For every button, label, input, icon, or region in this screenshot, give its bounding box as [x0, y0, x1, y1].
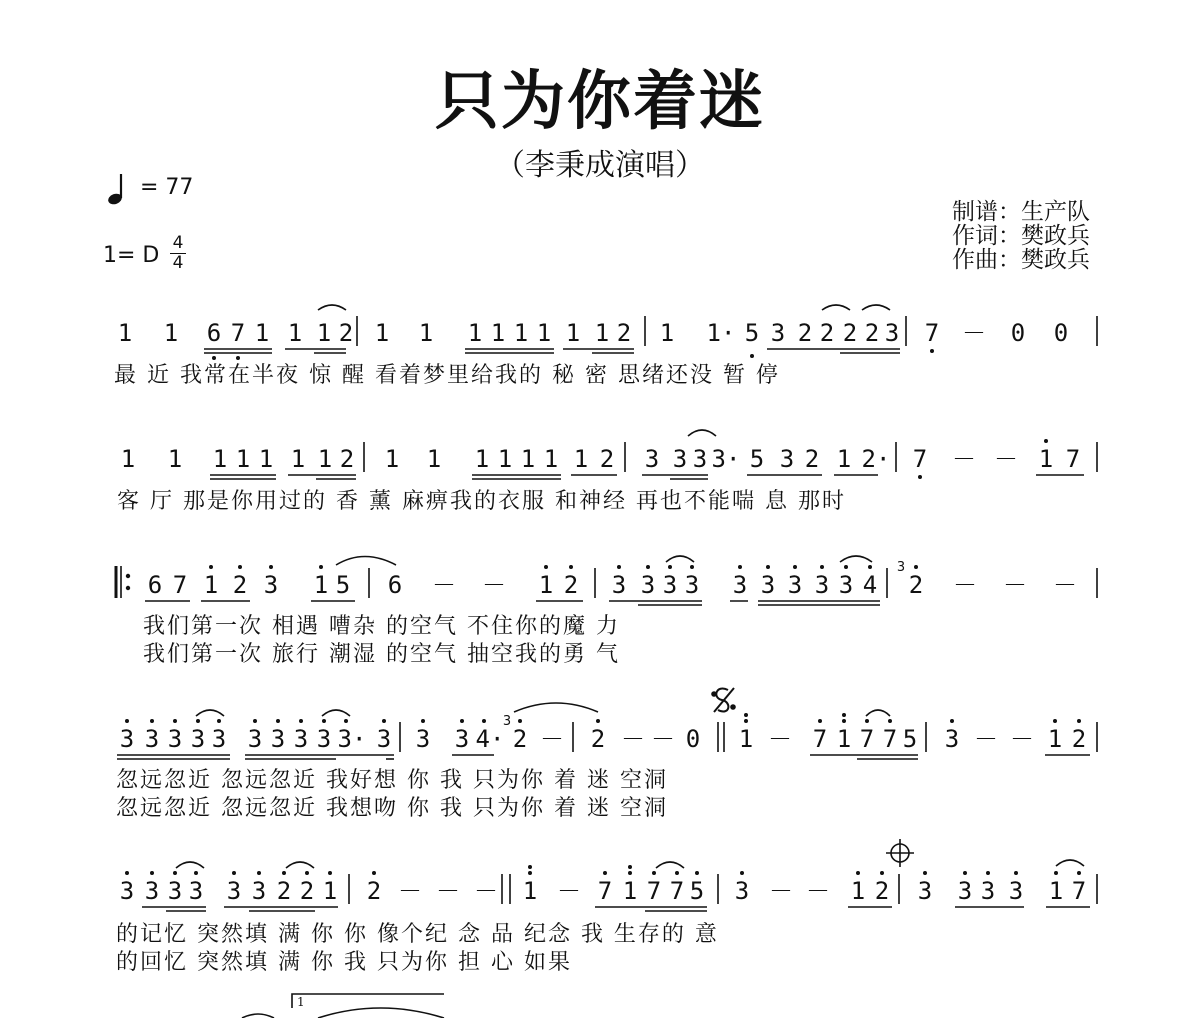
lyric-line: 的记忆 突然填 满 你 你 像个纪 念 品 纪念 我 生存的 意	[116, 922, 719, 947]
lyric-line: 我们第一次 旅行 潮湿 的空气 抽空我的勇 气	[143, 642, 620, 667]
note: 1	[497, 445, 513, 473]
note: 2	[512, 725, 528, 753]
note: 6	[206, 319, 222, 347]
key-signature: 1= D	[103, 243, 160, 268]
lyric-line: 忽远忽近 忽远忽近 我想吻 你 我 只为你 着 迷 空洞	[116, 796, 668, 821]
note: 3·	[711, 445, 741, 473]
note: 2	[864, 319, 880, 347]
note: 7	[859, 725, 875, 753]
dash: －	[621, 725, 645, 753]
note: 3	[734, 877, 750, 905]
volta-label: 1	[297, 995, 305, 1009]
note: 3	[211, 725, 227, 753]
note: 3	[672, 445, 688, 473]
note: 1	[467, 319, 483, 347]
note: 6	[147, 571, 163, 599]
note: 3	[316, 725, 332, 753]
note: 2	[276, 877, 292, 905]
note: 3	[770, 319, 786, 347]
note: 3	[692, 445, 708, 473]
note: 1	[418, 319, 434, 347]
note: 4·	[475, 725, 505, 753]
note: 3	[188, 877, 204, 905]
time-signature-bottom: 4	[172, 253, 184, 273]
note: 2·	[861, 445, 891, 473]
note: 3	[119, 877, 135, 905]
note: 1	[565, 319, 581, 347]
note: 2	[797, 319, 813, 347]
dash: －	[432, 571, 456, 599]
note: 1	[212, 445, 228, 473]
note: 1	[1047, 725, 1063, 753]
note: 3·	[337, 725, 367, 753]
note: 1	[850, 877, 866, 905]
note: 7	[1071, 877, 1087, 905]
note: 3	[454, 725, 470, 753]
note: 7	[912, 445, 928, 473]
credit-lyricist: 作词：樊政兵	[952, 223, 1090, 249]
note: 3	[944, 725, 960, 753]
note: 1	[322, 877, 338, 905]
dash: －	[768, 725, 792, 753]
note: 3	[167, 725, 183, 753]
note: 2	[804, 445, 820, 473]
note: 3	[640, 571, 656, 599]
note: 1	[258, 445, 274, 473]
dash: －	[1010, 725, 1034, 753]
note: 1	[573, 445, 589, 473]
note: 1	[290, 445, 306, 473]
lyric-line: 我们第一次 相遇 嘈杂 的空气 不住你的魔 力	[143, 614, 620, 639]
note: 1	[622, 877, 638, 905]
note: 2	[599, 445, 615, 473]
note: 5	[902, 725, 918, 753]
note: 2	[874, 877, 890, 905]
note: 1	[1038, 445, 1054, 473]
dash: －	[974, 725, 998, 753]
note: 2	[842, 319, 858, 347]
lyric-line: 最 近 我常在半夜 惊 醒 看着梦里给我的 秘 密 思绪还没 暂 停	[114, 363, 780, 388]
note: 1	[317, 445, 333, 473]
note: 2	[299, 877, 315, 905]
grace-note: 3	[502, 714, 512, 729]
note: 2	[563, 571, 579, 599]
note: 3	[779, 445, 795, 473]
credit-composer: 作曲：樊政兵	[952, 247, 1090, 273]
dash: －	[953, 571, 977, 599]
dash: －	[806, 877, 830, 905]
note: 3	[1008, 877, 1024, 905]
note: 3	[167, 877, 183, 905]
note: 2	[366, 877, 382, 905]
note: 5	[749, 445, 765, 473]
lyric-line: 客 厅 那是你用过的 香 薰 麻痹我的衣服 和神经 再也不能喘 息 那时	[117, 489, 846, 514]
note: 3	[247, 725, 263, 753]
note: 2	[819, 319, 835, 347]
note: 3	[884, 319, 900, 347]
note: 7	[669, 877, 685, 905]
lyric-line: 忽远忽近 忽远忽近 我好想 你 我 只为你 着 迷 空洞	[116, 768, 668, 793]
grace-note: 3	[896, 560, 906, 575]
note: 0	[1010, 319, 1026, 347]
note: 7	[230, 319, 246, 347]
note: 1	[522, 877, 538, 905]
dash: －	[952, 445, 976, 473]
note: 1	[538, 571, 554, 599]
dash: －	[474, 877, 498, 905]
segno-icon	[712, 688, 735, 712]
note: 7	[812, 725, 828, 753]
note: 0	[685, 725, 701, 753]
note: 1	[203, 571, 219, 599]
note: 1	[738, 725, 754, 753]
note: 1	[836, 725, 852, 753]
note: 2	[908, 571, 924, 599]
note: 1	[120, 445, 136, 473]
note: 7	[1065, 445, 1081, 473]
note: 1	[254, 319, 270, 347]
note: 1	[374, 319, 390, 347]
note: 7	[597, 877, 613, 905]
note: 1	[235, 445, 251, 473]
note: 1	[426, 445, 442, 473]
dash: －	[482, 571, 506, 599]
note: 2	[339, 445, 355, 473]
quarter-note-icon	[106, 172, 130, 206]
dash: －	[540, 725, 564, 753]
note: 1	[163, 319, 179, 347]
dash: －	[436, 877, 460, 905]
note: 1	[474, 445, 490, 473]
note: 0	[1053, 319, 1069, 347]
note: 3	[144, 877, 160, 905]
note: 3	[917, 877, 933, 905]
note: 6	[387, 571, 403, 599]
note: 1	[543, 445, 559, 473]
note: 3	[293, 725, 309, 753]
lyric-line: 的回忆 突然填 满 你 我 只为你 担 心 如果	[116, 950, 572, 975]
dash: －	[994, 445, 1018, 473]
note: 3	[760, 571, 776, 599]
note: 2	[232, 571, 248, 599]
note: 1	[117, 319, 133, 347]
note: 3	[144, 725, 160, 753]
note: 3	[980, 877, 996, 905]
note: 3	[662, 571, 678, 599]
note: 1·	[706, 319, 736, 347]
note: 3	[957, 877, 973, 905]
time-signature-top: 4	[172, 233, 184, 253]
note: 1	[490, 319, 506, 347]
note: 1	[594, 319, 610, 347]
note: 2	[616, 319, 632, 347]
note: 1	[316, 319, 332, 347]
note: 1	[536, 319, 552, 347]
page-subtitle: （李秉成演唱）	[495, 148, 705, 183]
note: 3	[684, 571, 700, 599]
note: 2	[1071, 725, 1087, 753]
note: 1	[287, 319, 303, 347]
note: 7	[172, 571, 188, 599]
note: 7	[646, 877, 662, 905]
page-title: 只为你着迷	[435, 65, 765, 139]
credit-arranger: 制谱：生产队	[952, 199, 1090, 225]
note: 3	[376, 725, 392, 753]
dash: －	[962, 319, 986, 347]
dash: －	[769, 877, 793, 905]
dash: －	[1003, 571, 1027, 599]
note: 3	[251, 877, 267, 905]
dash: －	[1053, 571, 1077, 599]
note: 3	[270, 725, 286, 753]
tempo-value: = 77	[140, 175, 194, 200]
note: 1	[1048, 877, 1064, 905]
dash: －	[651, 725, 675, 753]
note: 2	[338, 319, 354, 347]
note: 5	[744, 319, 760, 347]
note: 3	[611, 571, 627, 599]
note: 5	[335, 571, 351, 599]
note: 3	[190, 725, 206, 753]
note: 7	[882, 725, 898, 753]
note: 3	[644, 445, 660, 473]
note: 1	[384, 445, 400, 473]
note: 1	[520, 445, 536, 473]
note: 3	[263, 571, 279, 599]
note: 1	[167, 445, 183, 473]
note: 3	[226, 877, 242, 905]
note: 1	[659, 319, 675, 347]
note: 5	[689, 877, 705, 905]
dash: －	[557, 877, 581, 905]
dash: －	[398, 877, 422, 905]
note: 3	[838, 571, 854, 599]
note: 3	[814, 571, 830, 599]
time-signature	[170, 235, 186, 272]
note: 3	[787, 571, 803, 599]
note: 3	[119, 725, 135, 753]
note: 1	[513, 319, 529, 347]
note: 7	[924, 319, 940, 347]
note: 3	[732, 571, 748, 599]
note: 3	[415, 725, 431, 753]
note: 1	[836, 445, 852, 473]
note: 1	[313, 571, 329, 599]
note: 4	[862, 571, 878, 599]
note: 2	[590, 725, 606, 753]
